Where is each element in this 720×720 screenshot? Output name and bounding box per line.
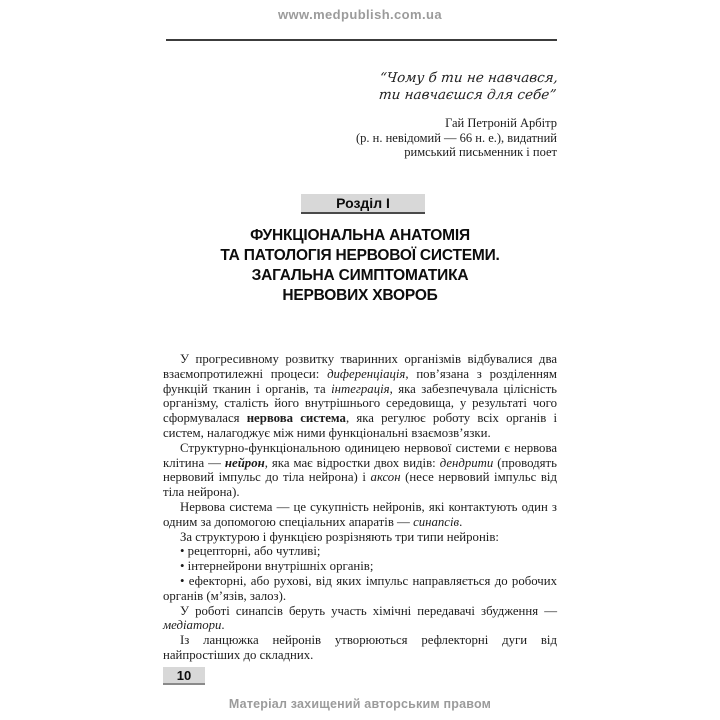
epigraph-line: ти навчаєшся для себе” bbox=[378, 87, 557, 103]
attribution-line: Гай Петроній Арбітр bbox=[445, 116, 557, 130]
page-number bbox=[163, 667, 205, 685]
chapter-title-line: ТА ПАТОЛОГІЯ НЕРВОВОЇ СИСТЕМИ. bbox=[220, 247, 500, 264]
attribution-line: римський письменник і поет bbox=[404, 145, 557, 160]
page-number-value: 10 bbox=[176, 667, 192, 683]
chapter-label: Розділ I bbox=[336, 195, 390, 211]
paragraph: Структурно-функціональною одиницею нервової системи є нервова клітина — нейрон, яка має відростки двох видів: дендрити (проводять нервовий імпульс до тіла нейрона) і аксон (несе нервовий імпульс від тіла нейрона). bbox=[163, 440, 557, 500]
header-rule bbox=[166, 39, 557, 41]
chapter-title-line: ЗАГАЛЬНА СИМПТОМАТИКА bbox=[251, 267, 469, 284]
epigraph bbox=[155, 70, 559, 104]
paragraph: У роботі синапсів беруть участь хімічні передавачі збудження — медіатори. bbox=[163, 603, 557, 633]
paragraph: • інтернейрони внутрішніх органів; bbox=[180, 559, 374, 574]
chapter-title-line: НЕРВОВИХ ХВОРОБ bbox=[282, 287, 438, 304]
paragraph: • ефекторні, або рухові, від яких імпульс направляється до робочих органів (м’язів, залоз). bbox=[163, 573, 557, 603]
copyright-note: Матеріал захищений авторським правом bbox=[228, 697, 492, 711]
epigraph-line: “Чому б ти не навчався, bbox=[378, 70, 559, 86]
body-text bbox=[163, 352, 557, 663]
epigraph-attribution bbox=[157, 116, 557, 160]
chapter-title bbox=[110, 226, 610, 306]
chapter-badge bbox=[301, 194, 425, 214]
paragraph: Із ланцюжка нейронів утворюються рефлекторні дуги від найпростіших до складних. bbox=[163, 633, 557, 662]
paragraph: Нервова система — це сукупність нейронів, які контактують один з одним за допомогою спеціальних апаратів — синапсів. bbox=[163, 499, 557, 529]
paragraph: За структурою і функцією розрізняють три типи нейронів: bbox=[180, 529, 499, 544]
paragraph: • рецепторні, або чутливі; bbox=[180, 544, 321, 559]
chapter-title-line: ФУНКЦІОНАЛЬНА АНАТОМІЯ bbox=[250, 227, 470, 244]
watermark-url: www.medpublish.com.ua bbox=[278, 7, 442, 22]
attribution-line: (р. н. невідомий — 66 н. е.), видатний bbox=[356, 130, 557, 145]
paragraph: У прогресивному розвитку тваринних організмів відбувалися два взаємопротилежні процеси: диференціація, пов’язана з розділенням функцій тканин і органів, та інтеграція, яка забезпечувала цілісність організму, сталість його внутрішнього середовища, у результаті чого сформувалася нервова система, яка регулює роботу всіх органів і систем, налагоджує між ними функціональні взаємозв’язки. bbox=[163, 352, 557, 440]
